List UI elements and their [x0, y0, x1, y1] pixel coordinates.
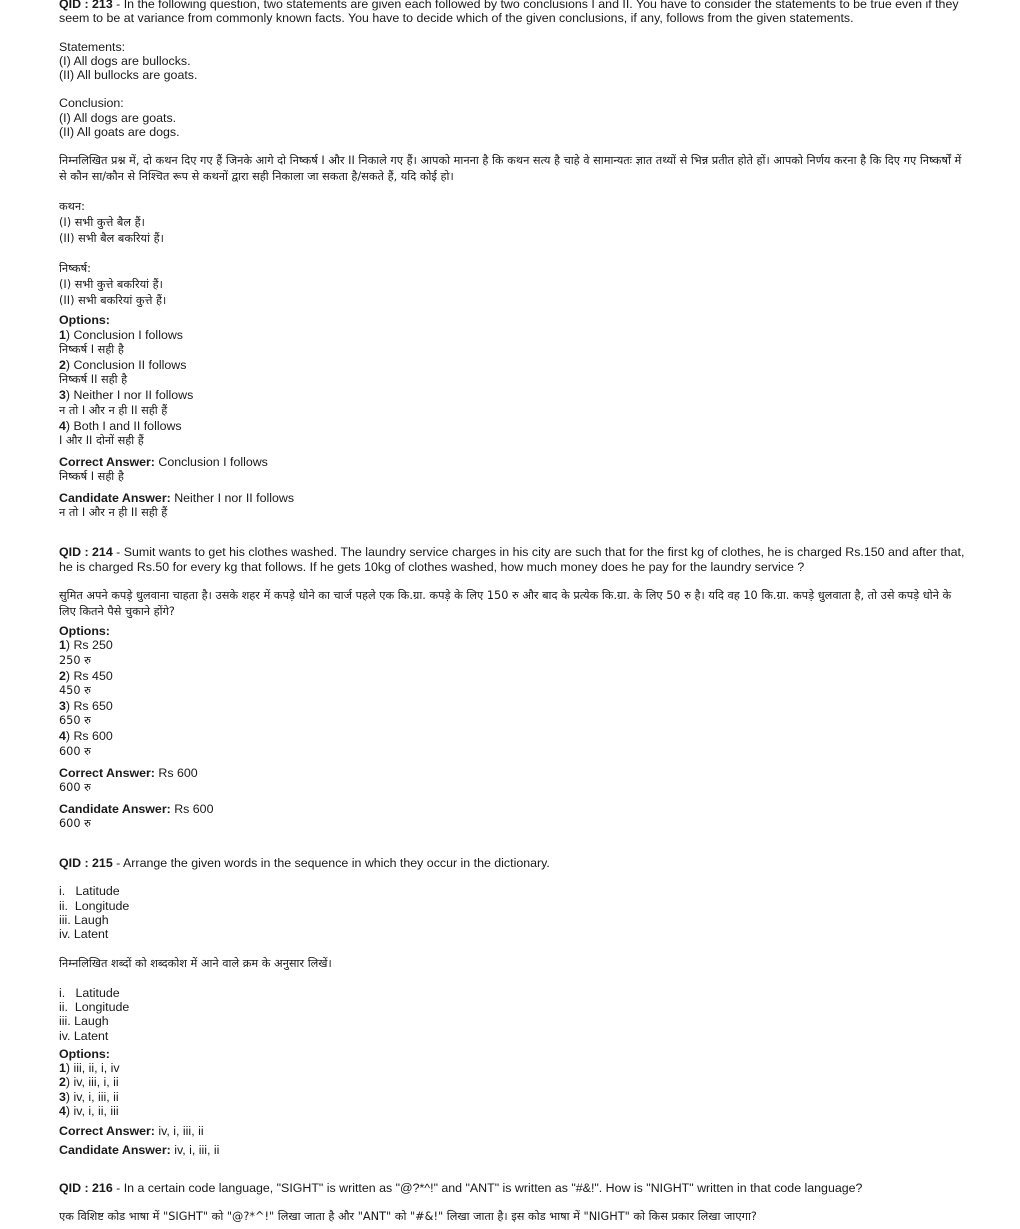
- question-page: [59, 0, 969, 1225]
- statements-label-hindi: कथन:: [59, 200, 85, 214]
- word-item: ii. Longitude: [59, 898, 130, 913]
- statements-label: Statements:: [59, 39, 126, 54]
- question-text: QID : 214 - Sumit wants to get his clothes washed. The laundry service charges in his city are such that for the first kg of clothes, he is charged Rs.150 and after that, he is charged Rs.50 for every kg that follows. If he gets 10kg of clothes washed, how much money does he pay for the laundry service ?: [59, 545, 968, 574]
- word-item: i. Latitude: [59, 884, 120, 899]
- correct-answer: Correct Answer: Conclusion I follows निष्कर्ष I सही है: [59, 454, 268, 484]
- question-214: [59, 545, 969, 832]
- conclusion-label-hindi: निष्कर्ष:: [59, 262, 91, 276]
- word-item-hindi: iv. Latent: [59, 1028, 109, 1043]
- statement-hindi: (II) सभी बैल बकरियां हैं।: [59, 232, 164, 246]
- question-id: QID : 216: [59, 1180, 113, 1195]
- option-2: 2) Rs 450 450 रु: [59, 668, 113, 697]
- question-text: QID : 216 - In a certain code language, "SIGHT" is written as "@?*^!" and "ANT" is written as "#&!". How is "NIGHT" written in that code language?: [59, 1180, 863, 1195]
- question-id: QID : 213: [59, 0, 113, 11]
- conclusion: (II) All goats are dogs.: [59, 125, 180, 140]
- question-216: [59, 1181, 969, 1225]
- option-4: 4) Both I and II follows I और II दोनों सही हैं: [59, 418, 182, 447]
- question-text-hindi: एक विशिष्ट कोड भाषा में "SIGHT" को "@?*^!" लिखा जाता है और "ANT" को "#&!" लिखा जाता है। इस कोड भाषा में "NIGHT" को किस प्रकार लिखा जाएगा?: [59, 1210, 757, 1224]
- question-text: QID : 215 - Arrange the given words in the sequence in which they occur in the dictionary.: [59, 856, 550, 871]
- word-item-hindi: iii. Laugh: [59, 1014, 109, 1029]
- question-215: [59, 856, 969, 1157]
- correct-answer: Correct Answer: iv, i, iii, ii: [59, 1124, 204, 1139]
- conclusion-hindi: (II) सभी बकरियां कुत्ते हैं।: [59, 294, 167, 308]
- candidate-answer: Candidate Answer: iv, i, iii, ii: [59, 1142, 220, 1157]
- question-text-hindi: सुमित अपने कपड़े धुलवाना चाहता है। उसके शहर में कपड़े धोने का चार्ज पहले एक कि.ग्रा. कपड़े के लिए 150 रु और बाद के प्रत्येक कि.ग्रा. के लिए 50 रु है। यदि वह 10 कि.ग्रा. कपड़े धुलवाता है, तो उसे कपड़े धोने के लिए कितने पैसे चुकाने होंगे?: [59, 589, 955, 619]
- conclusion: (I) All dogs are goats.: [59, 110, 177, 125]
- conclusion-hindi: (I) सभी कुत्ते बकरियां हैं।: [59, 278, 163, 292]
- candidate-answer: Candidate Answer: Neither I nor II follows न तो I और न ही II सही हैं: [59, 491, 295, 520]
- option-3: 3) Rs 650 650 रु: [59, 698, 113, 728]
- word-item-hindi: ii. Longitude: [59, 999, 130, 1014]
- question-text-hindi: निम्नलिखित प्रश्न में, दो कथन दिए गए हैं जिनके आगे दो निष्कर्ष I और II निकाले गए हैं। आपको मानना है कि कथन सत्य है चाहे वे सामान्यतः ज्ञात तथ्यों से भिन्न प्रतीत होते हों। आपको निर्णय करना है कि दिए गए निष्कर्षों में से कौन सा/कौन से निश्चित रूप से कथनों द्वारा सही निकाला जा सकता है/सकते हैं, यदि कोई हो।: [59, 154, 965, 184]
- statement: (II) All bullocks are goats.: [59, 68, 198, 83]
- conclusion-label: Conclusion:: [59, 96, 124, 111]
- option-2: 2) iv, iii, i, ii: [59, 1075, 119, 1090]
- option-3: 3) Neither I nor II follows न तो I और न ही II सही हैं: [59, 388, 194, 417]
- statement: (I) All dogs are bullocks.: [59, 53, 191, 68]
- option-1: 1) iii, ii, i, iv: [59, 1061, 120, 1076]
- word-item: iii. Laugh: [59, 913, 109, 928]
- question-text-hindi: निम्नलिखित शब्दों को शब्दकोश में आने वाले क्रम के अनुसार लिखें।: [59, 956, 332, 970]
- question-id: QID : 215: [59, 856, 113, 871]
- correct-answer: Correct Answer: Rs 600 600 रु: [59, 765, 198, 794]
- option-1: 1) Rs 250 250 रु: [59, 638, 113, 667]
- question-id: QID : 214: [59, 545, 113, 560]
- option-4: 4) iv, i, ii, iii: [59, 1103, 119, 1118]
- word-item-hindi: i. Latitude: [59, 985, 120, 1000]
- options-label: Options:: [59, 1046, 110, 1061]
- question-213: [59, 0, 969, 521]
- question-text: QID : 213 - In the following question, two statements are given each followed by two conclusions I and II. You have to consider the statements to be true even if they seem to be at variance from commonly known facts. You have to decide which of the given conclusions, if any, follows from the given statements.: [59, 0, 969, 26]
- option-4: 4) Rs 600 600 रु: [59, 729, 113, 758]
- option-1: 1) Conclusion I follows निष्कर्ष I सही है: [59, 327, 183, 356]
- options-label: Options:: [59, 313, 110, 328]
- word-item: iv. Latent: [59, 927, 109, 942]
- options-label: Options:: [59, 624, 110, 639]
- option-3: 3) iv, i, iii, ii: [59, 1089, 119, 1104]
- statement-hindi: (I) सभी कुत्ते बैल हैं।: [59, 216, 145, 230]
- option-2: 2) Conclusion II follows निष्कर्ष II सही है: [59, 357, 187, 387]
- candidate-answer: Candidate Answer: Rs 600 600 रु: [59, 801, 214, 831]
